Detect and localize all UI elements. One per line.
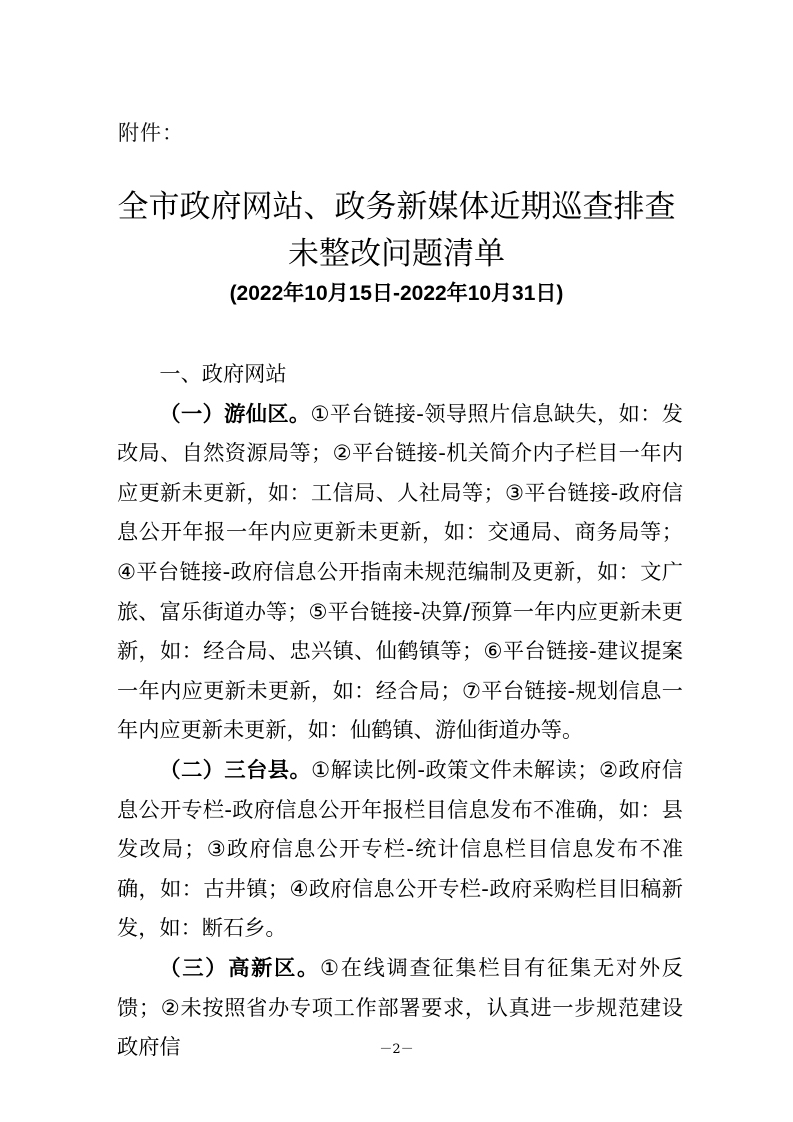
- document-date-range: (2022年10月15日-2022年10月31日): [229, 282, 564, 305]
- attachment-label: 附件：: [118, 121, 184, 145]
- item-paragraph: [117, 394, 683, 750]
- item-label: （二）三台县。: [159, 756, 312, 782]
- section-heading: 一、政府网站: [159, 361, 287, 386]
- document-title-line-1: 全市政府网站、政务新媒体近期巡查排查: [117, 189, 676, 225]
- item-text: ①解读比例-政策文件未解读；②政府信息公开专栏-政府信息公开年报栏目信息发布不准确，如：县发改局；③政府信息公开专栏-统计信息栏目信息发布不准确，如：古井镇；④政府信息公开专栏-政府采购栏目旧稿新发，如：断石乡。: [117, 756, 683, 941]
- document-body: [117, 354, 683, 1067]
- item-label: （一）游仙区。: [159, 400, 311, 426]
- item-paragraph: [117, 750, 683, 948]
- page-number: －2－: [379, 1042, 414, 1057]
- document-title-line-2: 未整改问题清单: [288, 236, 505, 272]
- item-text: ①在线调查征集栏目有征集无对外反馈；②未按照省办专项工作部署要求，认真进一步规范建设政府信: [117, 954, 683, 1060]
- item-text: ①平台链接-领导照片信息缺失，如：发改局、自然资源局等；②平台链接-机关简介内子栏目一年内应更新未更新，如：工信局、人社局等；③平台链接-政府信息公开年报一年内应更新未更新，如：交通局、商务局等；④平台链接-政府信息公开指南未规范编制及更新，如：文广旅、富乐街道办等；⑤平台链接-决算/预算一年内应更新未更新，如：经合局、忠兴镇、仙鹤镇等；⑥平台链接-建议提案一年内应更新未更新，如：经合局；⑦平台链接-规划信息一年内应更新未更新，如：仙鹤镇、游仙街道办等。: [117, 400, 683, 743]
- item-label: （三）高新区。: [159, 954, 320, 980]
